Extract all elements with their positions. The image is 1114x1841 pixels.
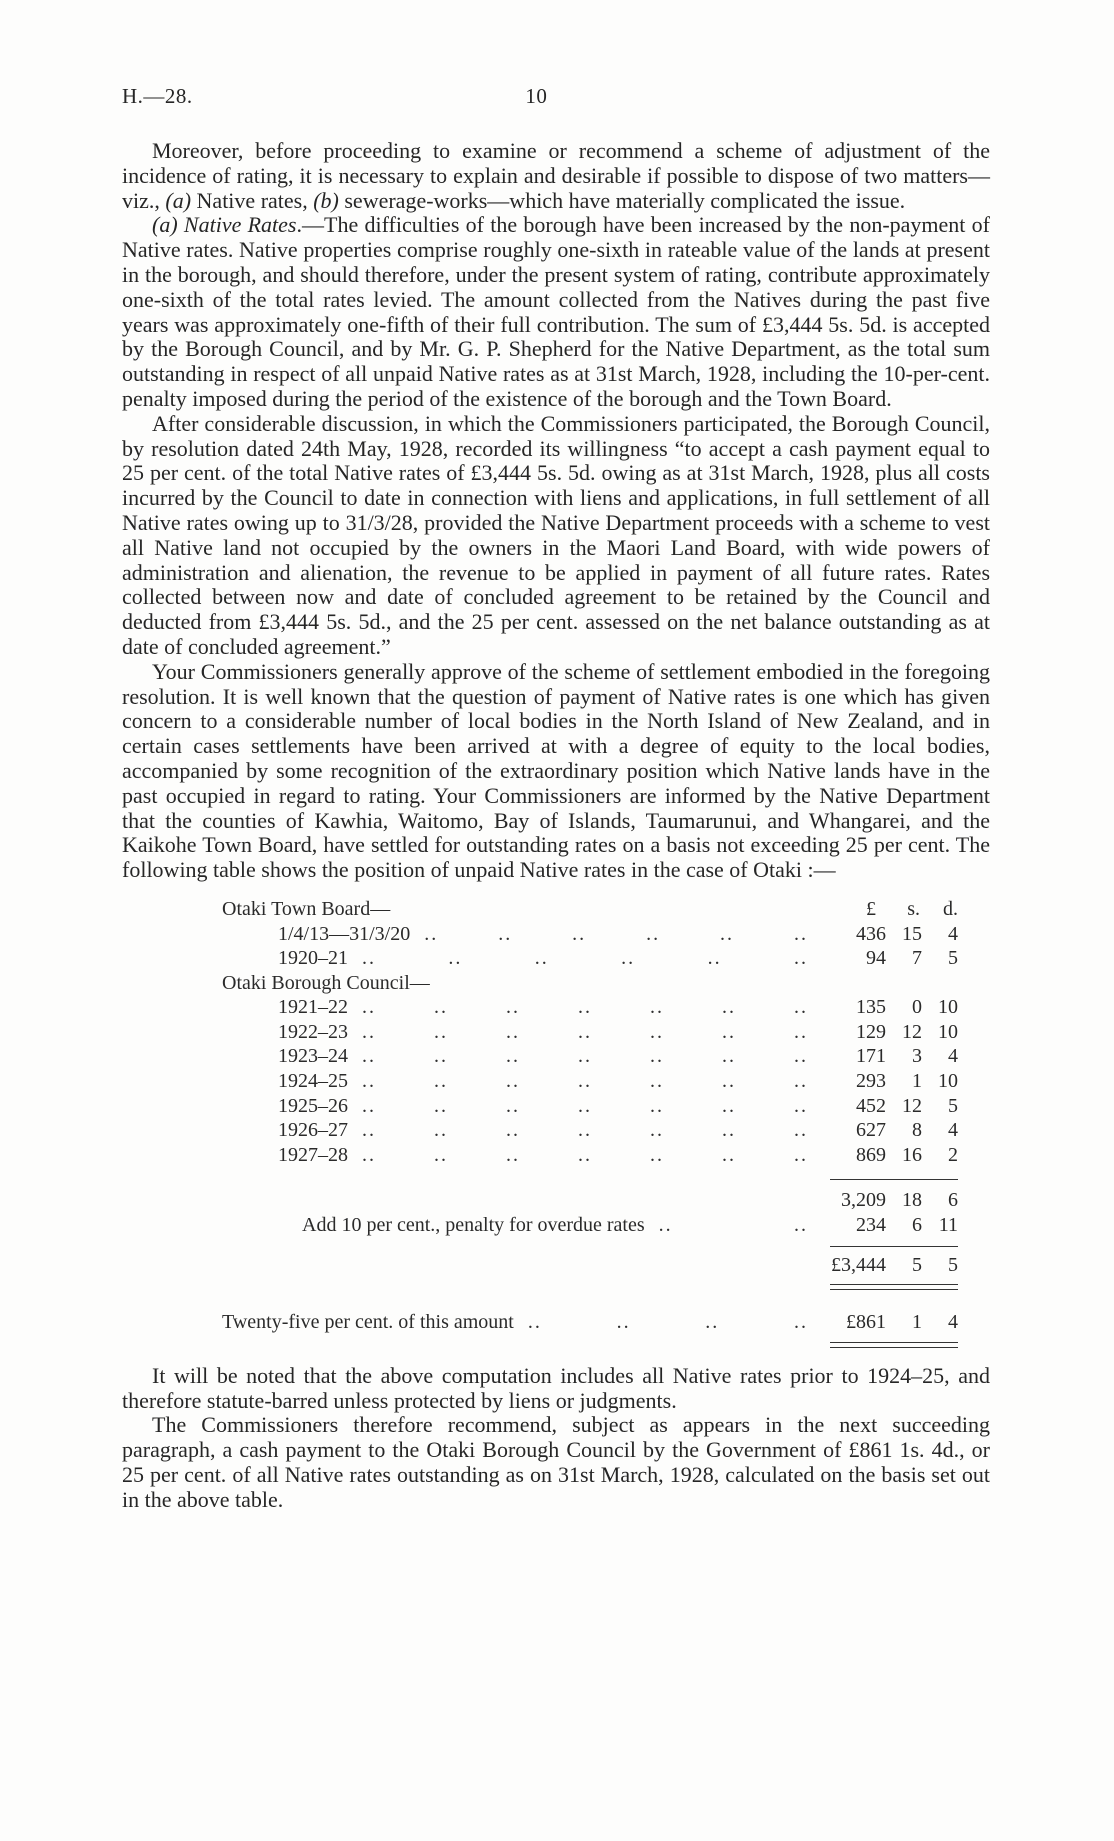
row-label: 1926–27 (278, 1119, 348, 1142)
amount-shillings: 7 (912, 947, 922, 970)
amount-shillings: 0 (912, 996, 922, 1019)
amount-pence: 10 (938, 996, 958, 1019)
amount-pounds: 94 (866, 947, 886, 970)
amount-pence: 2 (948, 1143, 958, 1166)
amount-pounds: 135 (856, 996, 886, 1019)
amount-shillings: 12 (902, 1020, 922, 1043)
row-label: 1920–21 (278, 947, 348, 970)
paragraph-statute-barred: It will be noted that the above computation includes all Native rates prior to 1924–25, and therefore statute-barred unless protected by liens or judgments. (122, 1362, 990, 1413)
paragraph-moreover (122, 139, 990, 213)
amount-pounds: 129 (856, 1020, 886, 1043)
row-label: 1921–22 (278, 996, 348, 1019)
amount-pounds: 627 (856, 1119, 886, 1142)
dot-leader: .. .. .. .. .. .. .. (362, 1094, 808, 1117)
amount-shillings: 15 (902, 922, 922, 945)
amount-pence: 5 (948, 1253, 958, 1276)
paragraph-text: sewerage-works—which have materially complicated the issue. (338, 187, 906, 213)
sum-rule (830, 1179, 958, 1180)
amount-pence: 5 (948, 947, 958, 970)
twenty-five-percent-row (222, 1310, 958, 1335)
amount-pounds: £861 (846, 1311, 886, 1334)
dot-leader: .. .. .. .. (527, 1311, 808, 1334)
amount-pence: 4 (948, 922, 958, 945)
dot-leader: .. .. (658, 1214, 808, 1237)
amount-pence: 4 (948, 1119, 958, 1142)
italic-marker-b: (b) (313, 187, 339, 213)
amount-pence: 5 (948, 1094, 958, 1117)
amount-pence: 10 (938, 1020, 958, 1043)
row-label: 1923–24 (278, 1045, 348, 1068)
paragraph-commissioners-approve: Your Commissioners generally approve of the scheme of settlement embodied in the foregoing resolution. It is well known that the question of payment of Native rates is one which has given concern to a considerable number of local bodies in the North Island of New Zealand, and in certain cases settlements have been arrived at with a degree of equity to the local bodies, accompanied by some recognition of the extraordinary position which Native lands have in the past occupied in regard to rating. Your Commissioners are informed by the Native Department that the counties of Kawhia, Waitomo, Bay of Islands, Taumarunui, and Whangarei, and the Kaikohe Town Board, have settled for outstanding rates on a basis not exceeding 25 per cent. The following table shows the position of unpaid Native rates in the case of Otaki :— (122, 658, 990, 883)
amount-pounds: 436 (856, 922, 886, 945)
table-row (222, 1020, 958, 1045)
row-label: 1927–28 (278, 1143, 348, 1166)
row-label: 1925–26 (278, 1094, 348, 1117)
dot-leader: .. .. .. .. .. .. .. (362, 996, 808, 1019)
amount-pence: 11 (938, 1214, 958, 1237)
table-row (222, 922, 958, 947)
dot-leader: .. .. .. .. .. .. .. (362, 1119, 808, 1142)
amount-shillings: 3 (912, 1045, 922, 1068)
table-group-header-borough-council (222, 971, 958, 996)
penalty-row (222, 1213, 958, 1238)
dot-leader: .. .. .. .. .. .. (362, 947, 808, 970)
amount-shillings: 1 (912, 1070, 922, 1093)
sum-rule (830, 1246, 958, 1247)
amount-pounds: 3,209 (841, 1189, 886, 1212)
subtotal-row (222, 1188, 958, 1213)
italic-marker-a: (a) (165, 187, 192, 213)
paragraph-recommendation: The Commissioners therefore recommend, subject as appears in the next succeeding paragraph, a cash payment to the Otaki Borough Council by the Government of £861 1s. 4d., or 25 per cent. of all Native rates outstanding as on 31st March, 1928, calculated on the basis set out in the above table. (122, 1412, 990, 1512)
amount-shillings: 8 (912, 1119, 922, 1142)
amount-pounds: 171 (856, 1045, 886, 1068)
row-label: Twenty-five per cent. of this amount (222, 1311, 514, 1334)
amount-shillings: 5 (912, 1253, 922, 1276)
paragraph-text: Native rates, (191, 187, 314, 213)
paragraph-text: .—The difficulties of the borough have been increased by the non-payment of Native rates. Native properties comprise roughly one-sixth in rateable value of the lands at present in the borough, and should therefore, under the present system of rating, contribute approximately one-sixth of the total rates levied. The amount collected from the Natives during the past five years was approximately one-fifth of their full contribution. The sum of £3,444 5s. 5d. is accepted by the Borough Council, and by Mr. G. P. Shepherd for the Native Department, as the total sum outstanding in respect of all unpaid Native rates as at 31st March, 1928, including the 10-per-cent. penalty imposed during the period of the existence of the borough and the Town Board. (122, 212, 990, 411)
amount-pence: 10 (938, 1070, 958, 1093)
paragraph-text: Moreover, before proceeding to examine or recommend a scheme of adjustment of the incidence of rating, it is necessary to explain and desirable if possible to dispose of two matters—viz., (122, 138, 990, 213)
column-header-shillings: s. (907, 897, 920, 920)
double-rule (830, 1342, 958, 1348)
amount-pence: 6 (948, 1189, 958, 1212)
table-row (222, 946, 958, 971)
row-label: 1/4/13—31/3/20 (278, 922, 411, 945)
page-content (122, 84, 990, 1513)
amount-pounds: 234 (856, 1214, 886, 1237)
row-label: Add 10 per cent., penalty for overdue rates (302, 1214, 645, 1237)
table-row (222, 1094, 958, 1119)
column-header-pounds: £ (866, 897, 876, 920)
row-label: 1922–23 (278, 1020, 348, 1043)
amount-shillings: 12 (902, 1094, 922, 1117)
amount-pounds: 293 (856, 1070, 886, 1093)
table-group-header-town-board (222, 897, 958, 922)
amount-pounds: £3,444 (831, 1253, 886, 1276)
amount-pounds: 452 (856, 1094, 886, 1117)
dot-leader: .. .. .. .. .. .. .. (362, 1045, 808, 1068)
amount-shillings: 1 (912, 1311, 922, 1334)
running-head (122, 84, 990, 109)
dot-leader: .. .. .. .. .. .. .. (362, 1143, 808, 1166)
group-label: Otaki Town Board— (222, 897, 391, 920)
amount-shillings: 18 (902, 1189, 922, 1212)
document-reference: H.—28. (122, 84, 193, 108)
table-gap (222, 1290, 958, 1310)
table-row (222, 1143, 958, 1168)
dot-leader: .. .. .. .. .. .. (424, 922, 808, 945)
amount-shillings: 16 (902, 1143, 922, 1166)
amount-pounds: 869 (856, 1143, 886, 1166)
amount-pence: 4 (948, 1045, 958, 1068)
amount-pence: 4 (948, 1311, 958, 1334)
table-row (222, 1044, 958, 1069)
column-header-pence: d. (943, 897, 958, 920)
total-row (222, 1253, 958, 1278)
page-number: 10 (525, 84, 548, 108)
table-row (222, 1118, 958, 1143)
closing-paragraphs (122, 1364, 990, 1513)
dot-leader: .. .. .. .. .. .. .. (362, 1020, 808, 1043)
body-text (122, 139, 990, 1513)
row-label: 1924–25 (278, 1070, 348, 1093)
amount-shillings: 6 (912, 1214, 922, 1237)
unpaid-rates-table (222, 897, 958, 1348)
dot-leader: .. .. .. .. .. .. .. (362, 1070, 808, 1093)
table-row (222, 1069, 958, 1094)
paragraph-native-rates (122, 213, 990, 411)
table-row (222, 995, 958, 1020)
group-label: Otaki Borough Council— (222, 971, 430, 994)
section-lead-italic: (a) Native Rates (152, 212, 297, 238)
paragraph-resolution: After considerable discussion, in which the Commissioners participated, the Borough Council, by resolution dated 24th May, 1928, recorded its willingness “to accept a cash payment equal to 25 per cent. of the total Native rates of £3,444 5s. 5d. owing as at 31st March, 1928, plus all costs incurred by the Council to date in connection with liens and applications, in full settlement of all Native rates owing up to 31/3/28, provided the Native Department proceeds with a scheme to vest all Native land not occupied by the owners in the Maori Land Board, with wide powers of administration and alienation, the revenue to be applied in payment of all future rates. Rates collected between now and date of concluded agreement to be retained by the Council and deducted from £3,444 5s. 5d., and the 25 per cent. assessed on the net balance outstanding as at date of concluded agreement.” (122, 410, 990, 659)
